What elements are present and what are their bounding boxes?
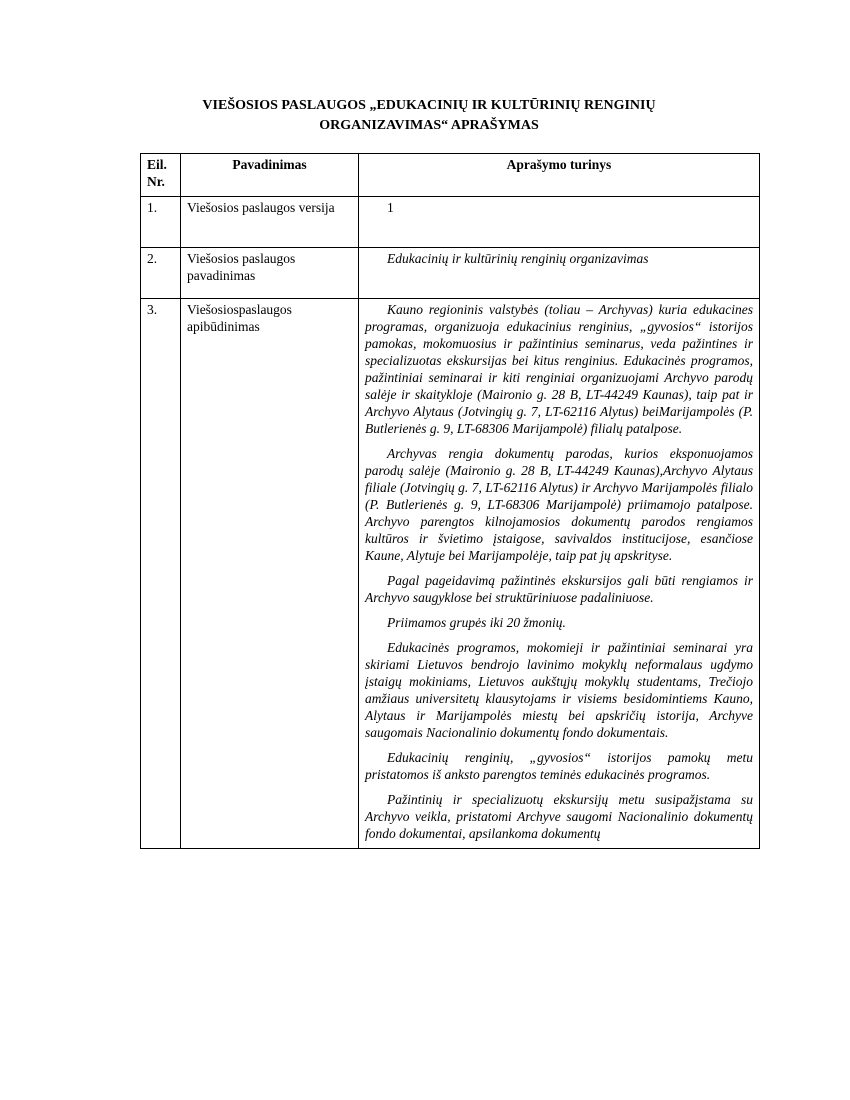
row-value: 1 (387, 200, 394, 215)
table-row (141, 299, 760, 849)
row-nr: 2. (141, 248, 181, 299)
title-line-2: ORGANIZAVIMAS“ APRAŠYMAS (319, 118, 539, 133)
description-paragraph: Kauno regioninis valstybės (toliau – Archyvas) kuria edukacines programas, organizuoja edukacinius renginius, „gyvosios“ istorijos pamokas, mokomuosius ir pažintinius seminarus, veda pažintines ir specializuotas ekskursijas bei kitus renginius. Edukacinės programos, pažintiniai seminarai ir kiti renginiai organizuojami Archyvo parodų salėje ir skaitykloje (Maironio g. 28 B, LT-44249 Kaunas), taip pat ir Archyvo Alytaus (Jotvingių g. 7, LT-62116 Alytus) beiMarijampolės (P. Butlerienės g. 9, LT-68306 Marijampolė) filialų patalpose. (365, 302, 753, 436)
description-cell (359, 299, 760, 849)
table-row (141, 197, 760, 248)
description-paragraph: Pažintinių ir specializuotų ekskursijų metu susipažįstama su Archyvo veikla, pristatomi Archyve saugomi Nacionalinio dokumentų fondo dokumentai, apsilankoma dokumentų (365, 792, 753, 841)
row-name: Viešosiospaslaugos apibūdinimas (181, 299, 359, 849)
row-name: Viešosios paslaugos pavadinimas (181, 248, 359, 299)
header-content: Aprašymo turinys (359, 154, 760, 197)
row-value: Edukacinių ir kultūrinių renginių organizavimas (387, 251, 649, 266)
description-paragraph: Archyvas rengia dokumentų parodas, kurios eksponuojamos parodų salėje (Maironio g. 28 B, LT-44249 Kaunas),Archyvo Alytaus filiale (Jotvingių g. 7, LT-62116 Alytus) ir Archyvo Marijampolės filialo (P. Butlerienės g. 9, LT-68306 Marijampolė) priimamojo patalpose. Archyvo parengtos kilnojamosios dokumentų parodos rengiamos kultūros ir švietimo įstaigose, savivaldos institucijose, esančiose Kaune, Alytuje bei Marijampolėje, taip pat jų apskrityse. (365, 446, 753, 563)
table-row (141, 248, 760, 299)
row-nr: 3. (141, 299, 181, 849)
row-nr: 1. (141, 197, 181, 248)
description-paragraph: Edukacinės programos, mokomieji ir pažintiniai seminarai yra skiriami Lietuvos bendrojo lavinimo mokyklų neformalaus ugdymo įstaigų mokiniams, Lietuvos aukštųjų mokyklų studentams, Trečiojo amžiaus universitetų klausytojams ir visiems besidomintiems Kauno, Alytaus ir Marijampolės miestų bei apskričių istorija, Archyve saugomais Nacionalinio dokumentų fondo dokumentais. (365, 640, 753, 740)
title-line-1: VIEŠOSIOS PASLAUGOS „EDUKACINIŲ IR KULTŪRINIŲ RENGINIŲ (202, 98, 656, 113)
table-header-row (141, 154, 760, 197)
header-name: Pavadinimas (181, 154, 359, 197)
description-paragraph: Priimamos grupės iki 20 žmonių. (387, 615, 566, 630)
description-paragraph: Pagal pageidavimą pažintinės ekskursijos gali būti rengiamos ir Archyvo saugyklose bei struktūriniuose padaliniuose. (365, 573, 753, 605)
document-title (140, 96, 718, 136)
row-name: Viešosios paslaugos versija (181, 197, 359, 248)
header-nr: Eil. Nr. (141, 154, 181, 197)
service-description-table (140, 153, 760, 849)
description-paragraph: Edukacinių renginių, „gyvosios“ istorijos pamokų metu pristatomos iš anksto parengtos teminės edukacinės programos. (365, 750, 753, 782)
